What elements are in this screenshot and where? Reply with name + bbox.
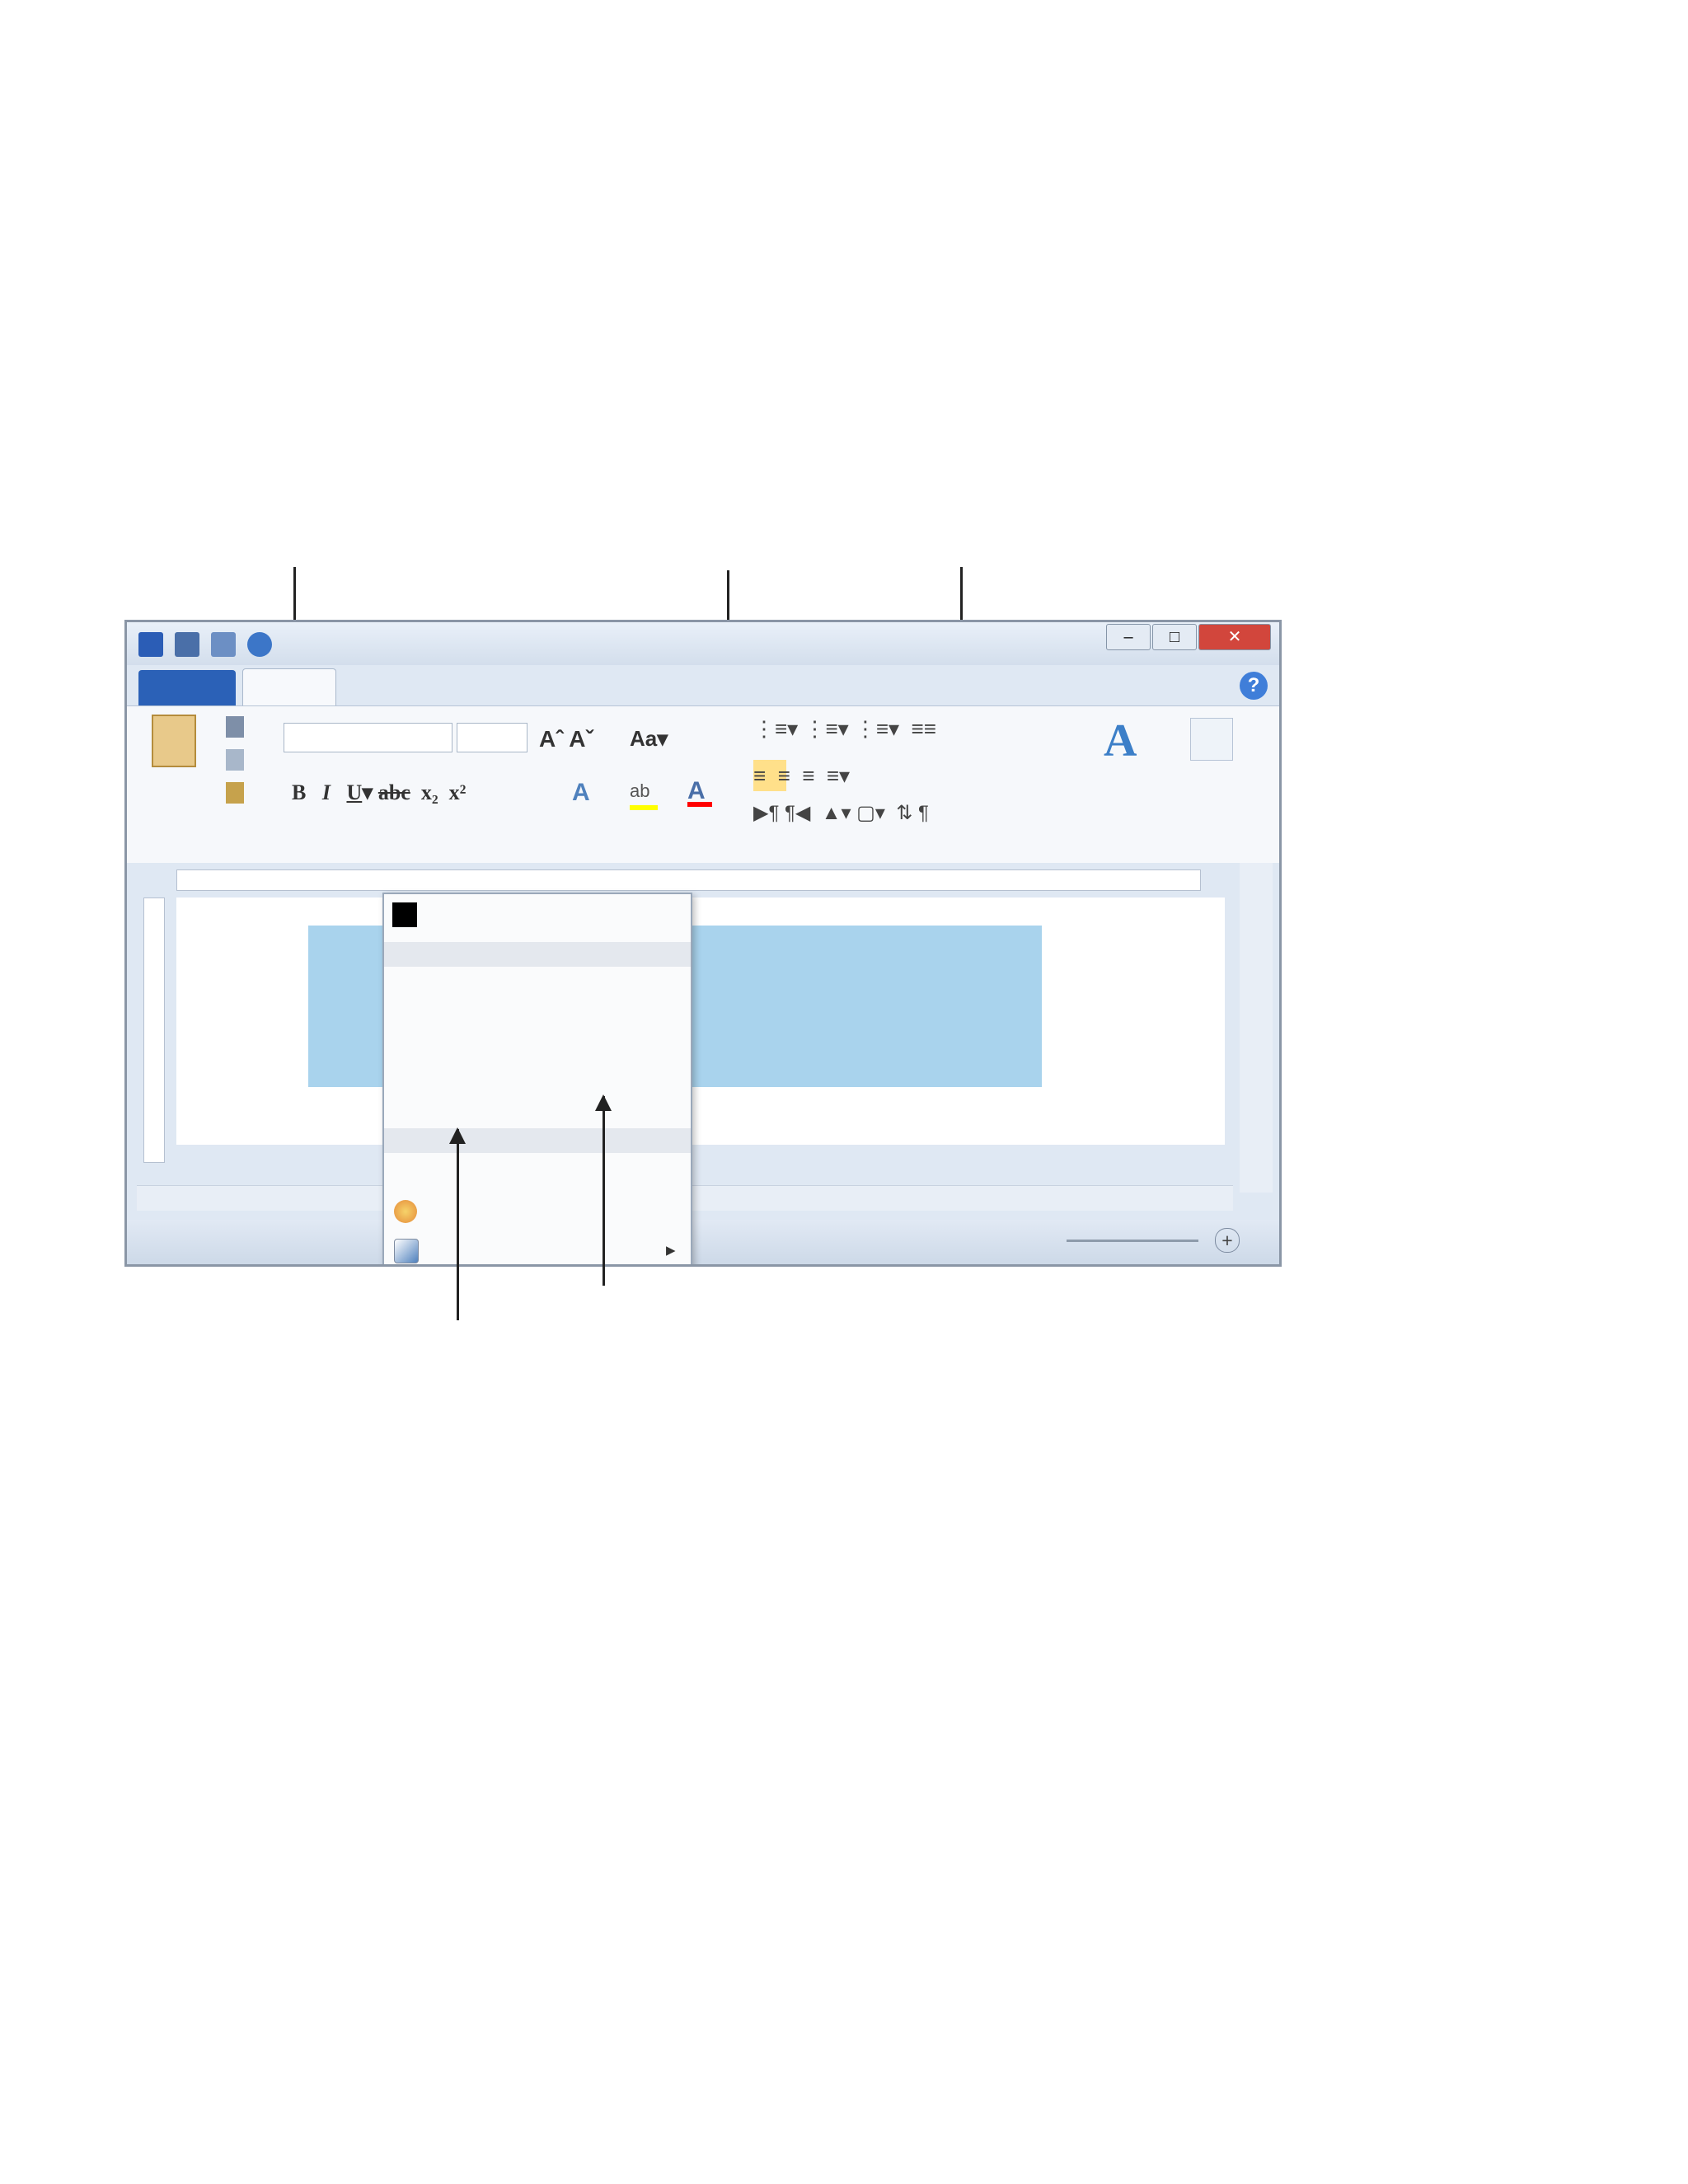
editing-binoculars-icon[interactable] (1190, 718, 1233, 761)
quick-access-toolbar (138, 632, 272, 657)
font-format-buttons[interactable]: B I U▾ abc x₂ x² (292, 780, 467, 804)
horizontal-ruler[interactable] (127, 863, 1279, 896)
standard-colors-header (384, 1128, 691, 1153)
palette-icon (394, 1200, 417, 1223)
zoom-in-icon[interactable]: + (1215, 1228, 1240, 1253)
theme-colors-header (384, 942, 691, 967)
close-icon[interactable]: ✕ (1198, 624, 1271, 650)
ribbon-tabs (127, 665, 1279, 706)
font-color-dropdown (382, 893, 692, 1267)
arrow-list-of-colors (603, 1096, 605, 1286)
zoom-slider[interactable] (1067, 1240, 1198, 1242)
text-highlight-color-icon[interactable]: ab (630, 780, 658, 810)
text-effects-icon[interactable]: A (572, 779, 590, 806)
cut-icon[interactable] (226, 716, 244, 738)
word-logo-icon (138, 632, 163, 657)
redo-icon[interactable] (247, 632, 272, 657)
help-icon[interactable]: ? (1240, 672, 1268, 700)
grow-shrink-font-icons[interactable]: Aˆ Aˇ (539, 726, 593, 752)
status-bar (127, 1220, 1279, 1264)
window-controls (1106, 624, 1271, 650)
font-color-icon[interactable]: A (687, 777, 712, 807)
word-window (124, 620, 1282, 1267)
gradient-icon (394, 1239, 419, 1263)
sort-pilcrow-buttons[interactable]: ▶¶ ¶◀ ▲▾ ▢▾ ⇅ ¶ (753, 802, 929, 824)
vertical-scrollbar[interactable] (1240, 863, 1273, 1193)
font-name-combo[interactable] (284, 723, 452, 752)
undo-icon[interactable] (211, 632, 236, 657)
change-styles-icon[interactable]: A (1104, 715, 1137, 766)
save-icon[interactable] (175, 632, 199, 657)
tab-file[interactable] (138, 670, 236, 706)
automatic-swatch (392, 902, 417, 927)
maximize-icon[interactable]: □ (1152, 624, 1197, 650)
word-screenshot-figure (124, 536, 1348, 1352)
copy-icon[interactable] (226, 749, 244, 771)
tab-home[interactable] (242, 668, 336, 709)
gradient-item[interactable]: ▸ (394, 1239, 437, 1263)
more-colors-item[interactable] (394, 1199, 435, 1223)
ribbon-home (127, 705, 1279, 864)
vertical-ruler[interactable] (143, 898, 165, 1163)
format-painter-icon[interactable] (226, 782, 244, 804)
font-size-combo[interactable] (457, 723, 528, 752)
minimize-icon[interactable]: – (1106, 624, 1151, 650)
bullets-numbering-buttons[interactable]: ⋮≡▾ ⋮≡▾ ⋮≡▾ ≡≡ (753, 716, 936, 741)
arrow-more-colors (457, 1129, 459, 1320)
paragraph-alignment-buttons[interactable]: ≡ ≡ ≡ ≡▾ (753, 760, 918, 791)
paste-icon[interactable] (152, 715, 196, 767)
change-case-icon[interactable]: Aa▾ (630, 726, 668, 751)
title-bar (127, 622, 1279, 665)
automatic-color-item[interactable] (392, 902, 435, 927)
